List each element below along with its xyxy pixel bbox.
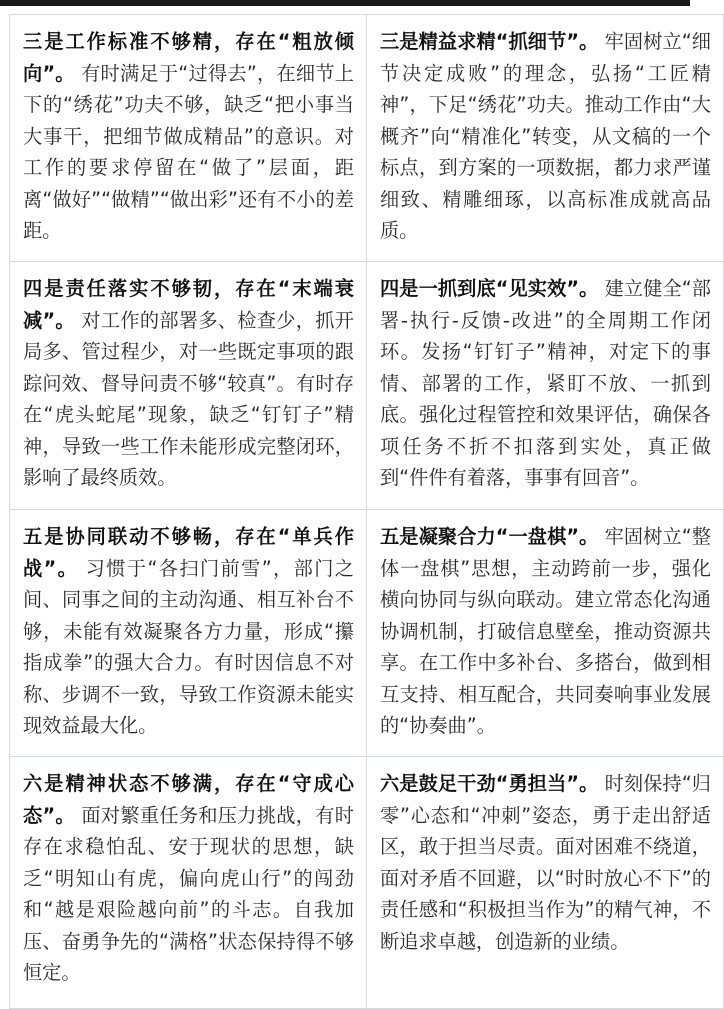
top-border-bar [0, 0, 690, 6]
cell-heading: 五是凝聚合力“一盘棋”。 [380, 525, 599, 548]
table-cell-problem [10, 15, 367, 262]
table-cell-measure [367, 757, 724, 1009]
cell-body: 习惯于“各扫门前雪”，部门之间、同事之间的主动沟通、相互补台不够，未能有效凝聚各方力量，形成“攥指成拳”的强大合力。有时因信息不对称、步调不一致，导致工作资源未能实现效益最大化。 [23, 556, 354, 737]
table-row [10, 757, 724, 1009]
cell-heading: 三是精益求精“抓细节”。 [380, 30, 599, 53]
cell-body: 建立健全“部署-执行-反馈-改进”的全周期工作闭环。发扬“钉钉子”精神，对定下的事情、部署的工作，紧盯不放、一抓到底。强化过程管控和效果评估，确保各项任务不折不扣落到实处，真正做到“件件有着落，事事有回音”。 [380, 277, 711, 489]
table-cell-problem [10, 262, 367, 510]
cell-heading: 三是工作标准不够精，存在“粗放倾向”。 [23, 30, 354, 85]
cell-heading: 六是精神状态不够满，存在“守成心态”。 [23, 772, 354, 827]
cell-body: 牢固树立“细节决定成败”的理念，弘扬“工匠精神”，下足“绣花”功夫。推动工作由“大概齐”向“精准化”转变，从文稿的一个标点，到方案的一项数据，都力求严谨细致、精雕细琢，以高标准成就高品质。 [380, 30, 711, 242]
cell-heading: 四是责任落实不够韧，存在“末端衰减”。 [23, 277, 354, 332]
table-cell-problem [10, 510, 367, 757]
table-cell-measure [367, 510, 724, 757]
cell-body: 有时满足于“过得去”，在细节上下的“绣花”功夫不够，缺乏“把小事当大事干，把细节做成精品”的意识。对工作的要求停留在“做了”层面，距离“做好”“做精”“做出彩”还有不小的差距。 [23, 61, 354, 242]
cell-body: 对工作的部署多、检查少，抓开局多、管过程少，对一些既定事项的跟踪问效、督导问责不够“较真”。有时存在“虎头蛇尾”现象，缺乏“钉钉子”精神，导致一些工作未能形成完整闭环，影响了最终质效。 [23, 308, 354, 489]
table-row [10, 15, 724, 262]
cell-body: 牢固树立“整体一盘棋”思想，主动跨前一步，强化横向协同与纵向联动。建立常态化沟通协调机制，打破信息壁垒，推动资源共享。在工作中多补台、多搭台，做到相互支持、相互配合，共同奏响事业发展的“协奏曲”。 [380, 525, 711, 737]
table-cell-problem [10, 757, 367, 1009]
cell-body: 时刻保持“归零”心态和“冲刺”姿态，勇于走出舒适区，敢于担当尽责。面对困难不绕道，面对矛盾不回避，以“时时放心不下”的责任感和“积极担当作为”的精气神，不断追求卓越，创造新的业绩。 [380, 772, 711, 953]
cell-heading: 五是协同联动不够畅，存在“单兵作战”。 [23, 525, 354, 580]
comparison-table [9, 14, 724, 1009]
cell-heading: 四是一抓到底“见实效”。 [380, 277, 599, 300]
table-cell-measure [367, 15, 724, 262]
cell-body: 面对繁重任务和压力挑战，有时存在求稳怕乱、安于现状的思想，缺乏“明知山有虎，偏向虎山行”的闯劲和“越是艰险越向前”的斗志。自我加压、奋勇争先的“满格”状态保持得不够恒定。 [23, 803, 354, 984]
table-row [10, 262, 724, 510]
cell-heading: 六是鼓足干劲“勇担当”。 [380, 772, 599, 795]
table-row [10, 510, 724, 757]
table-cell-measure [367, 262, 724, 510]
